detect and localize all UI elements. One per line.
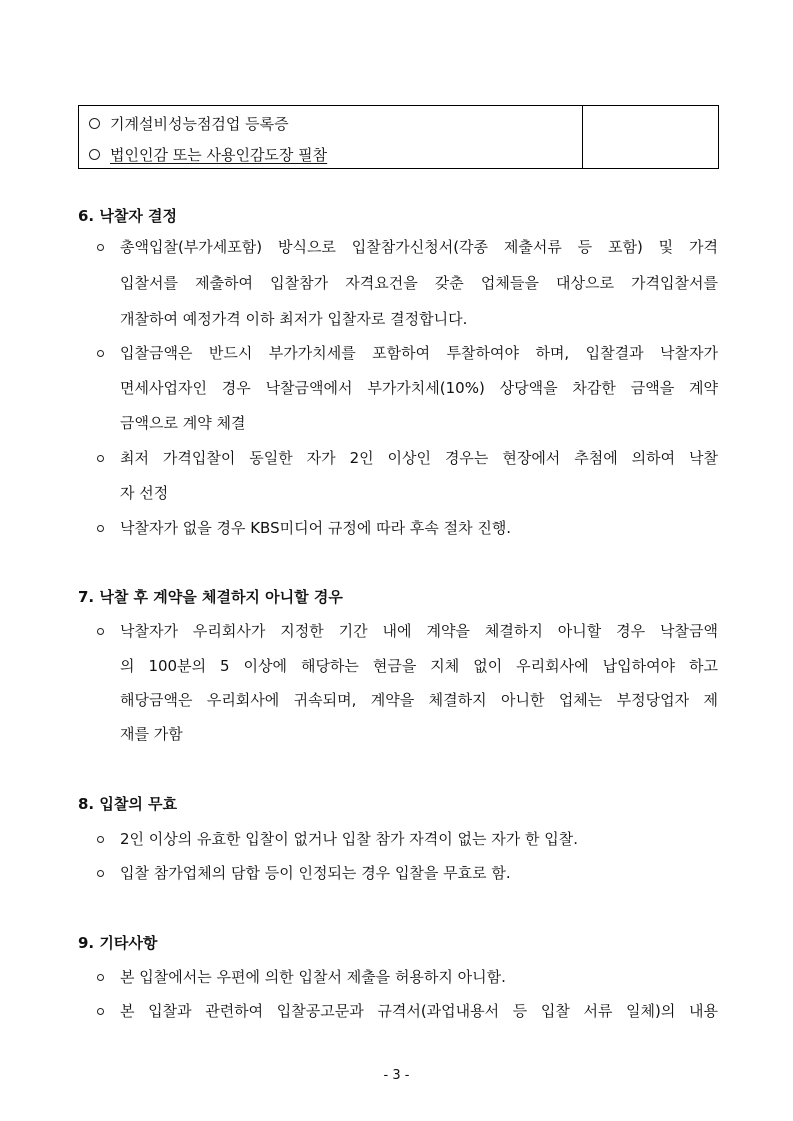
paragraph-line: 재를 가함 bbox=[120, 725, 183, 743]
bullet bbox=[97, 1000, 113, 1022]
paragraph-line: 면세사업자인 경우 낙찰금액에서 부가가치세(10%) 상당액을 차감한 금액을 계약 bbox=[120, 379, 718, 397]
table-row-text: 기계설비성능점검업 등록증 bbox=[110, 114, 289, 133]
circle-bullet-icon bbox=[89, 149, 100, 160]
ring-bullet-icon bbox=[97, 628, 104, 635]
table-divider bbox=[582, 106, 583, 168]
circle-bullet-icon bbox=[89, 118, 100, 129]
table-row bbox=[89, 112, 289, 134]
bullet bbox=[97, 517, 113, 539]
paragraph-line: 자 선정 bbox=[120, 484, 169, 502]
paragraph-line: 입찰 참가업체의 담합 등이 인정되는 경우 입찰을 무효로 함. bbox=[120, 864, 511, 882]
bullet bbox=[97, 236, 113, 258]
paragraph-line: 낙찰자가 우리회사가 지정한 기간 내에 계약을 체결하지 아니할 경우 낙찰금액 bbox=[120, 622, 718, 640]
bullet bbox=[97, 828, 113, 850]
paragraph-line: 해당금액은 우리회사에 귀속되며, 계약을 체결하지 아니한 업체는 부정당업자 제 bbox=[120, 691, 718, 709]
paragraph-line: 입찰금액은 반드시 부가가치세를 포함하여 투찰하여야 하며, 입찰결과 낙찰자가 bbox=[120, 344, 718, 362]
paragraph-line: 최저 가격입찰이 동일한 자가 2인 이상인 경우는 현장에서 추첨에 의하여 낙찰 bbox=[120, 449, 718, 467]
ring-bullet-icon bbox=[97, 1008, 104, 1015]
ring-bullet-icon bbox=[97, 974, 104, 981]
bullet bbox=[97, 447, 113, 469]
page-number: - 3 - bbox=[383, 1068, 410, 1083]
required-documents-table bbox=[78, 105, 719, 169]
ring-bullet-icon bbox=[97, 870, 104, 877]
paragraph-line: 의 100분의 5 이상에 해당하는 현금을 지체 없이 우리회사에 납입하여야 하고 bbox=[120, 657, 718, 675]
paragraph-line: 본 입찰에서는 우편에 의한 입찰서 제출을 허용하지 아니함. bbox=[120, 968, 506, 986]
table-row-text: 법인인감 또는 사용인감도장 필참 bbox=[110, 145, 328, 164]
paragraph-line: 총액입찰(부가세포함) 방식으로 입찰참가신청서(각종 제출서류 등 포함) 및 가격 bbox=[120, 238, 718, 256]
section-heading: 9. 기타사항 bbox=[78, 934, 158, 952]
paragraph-line: 낙찰자가 없을 경우 KBS미디어 규정에 따라 후속 절차 진행. bbox=[120, 519, 512, 537]
section-heading: 8. 입찰의 무효 bbox=[78, 795, 178, 813]
paragraph-line: 금액으로 계약 체결 bbox=[120, 414, 246, 432]
table-row bbox=[89, 143, 327, 165]
paragraph-line: 입찰서를 제출하여 입찰참가 자격요건을 갖춘 업체들을 대상으로 가격입찰서를 bbox=[120, 274, 718, 292]
ring-bullet-icon bbox=[97, 350, 104, 357]
bullet bbox=[97, 620, 113, 642]
ring-bullet-icon bbox=[97, 525, 104, 532]
bullet bbox=[97, 862, 113, 884]
ring-bullet-icon bbox=[97, 455, 104, 462]
paragraph-line: 2인 이상의 유효한 입찰이 없거나 입찰 참가 자격이 없는 자가 한 입찰. bbox=[120, 830, 578, 848]
paragraph-line: 개찰하여 예정가격 이하 최저가 입찰자로 결정합니다. bbox=[120, 310, 468, 328]
ring-bullet-icon bbox=[97, 244, 104, 251]
bullet bbox=[97, 342, 113, 364]
paragraph-line: 본 입찰과 관련하여 입찰공고문과 규격서(과업내용서 등 입찰 서류 일체)의 내용 bbox=[120, 1002, 718, 1020]
section-heading: 7. 낙찰 후 계약을 체결하지 아니할 경우 bbox=[78, 588, 343, 606]
bullet bbox=[97, 966, 113, 988]
section-heading: 6. 낙찰자 결정 bbox=[78, 207, 178, 225]
ring-bullet-icon bbox=[97, 836, 104, 843]
